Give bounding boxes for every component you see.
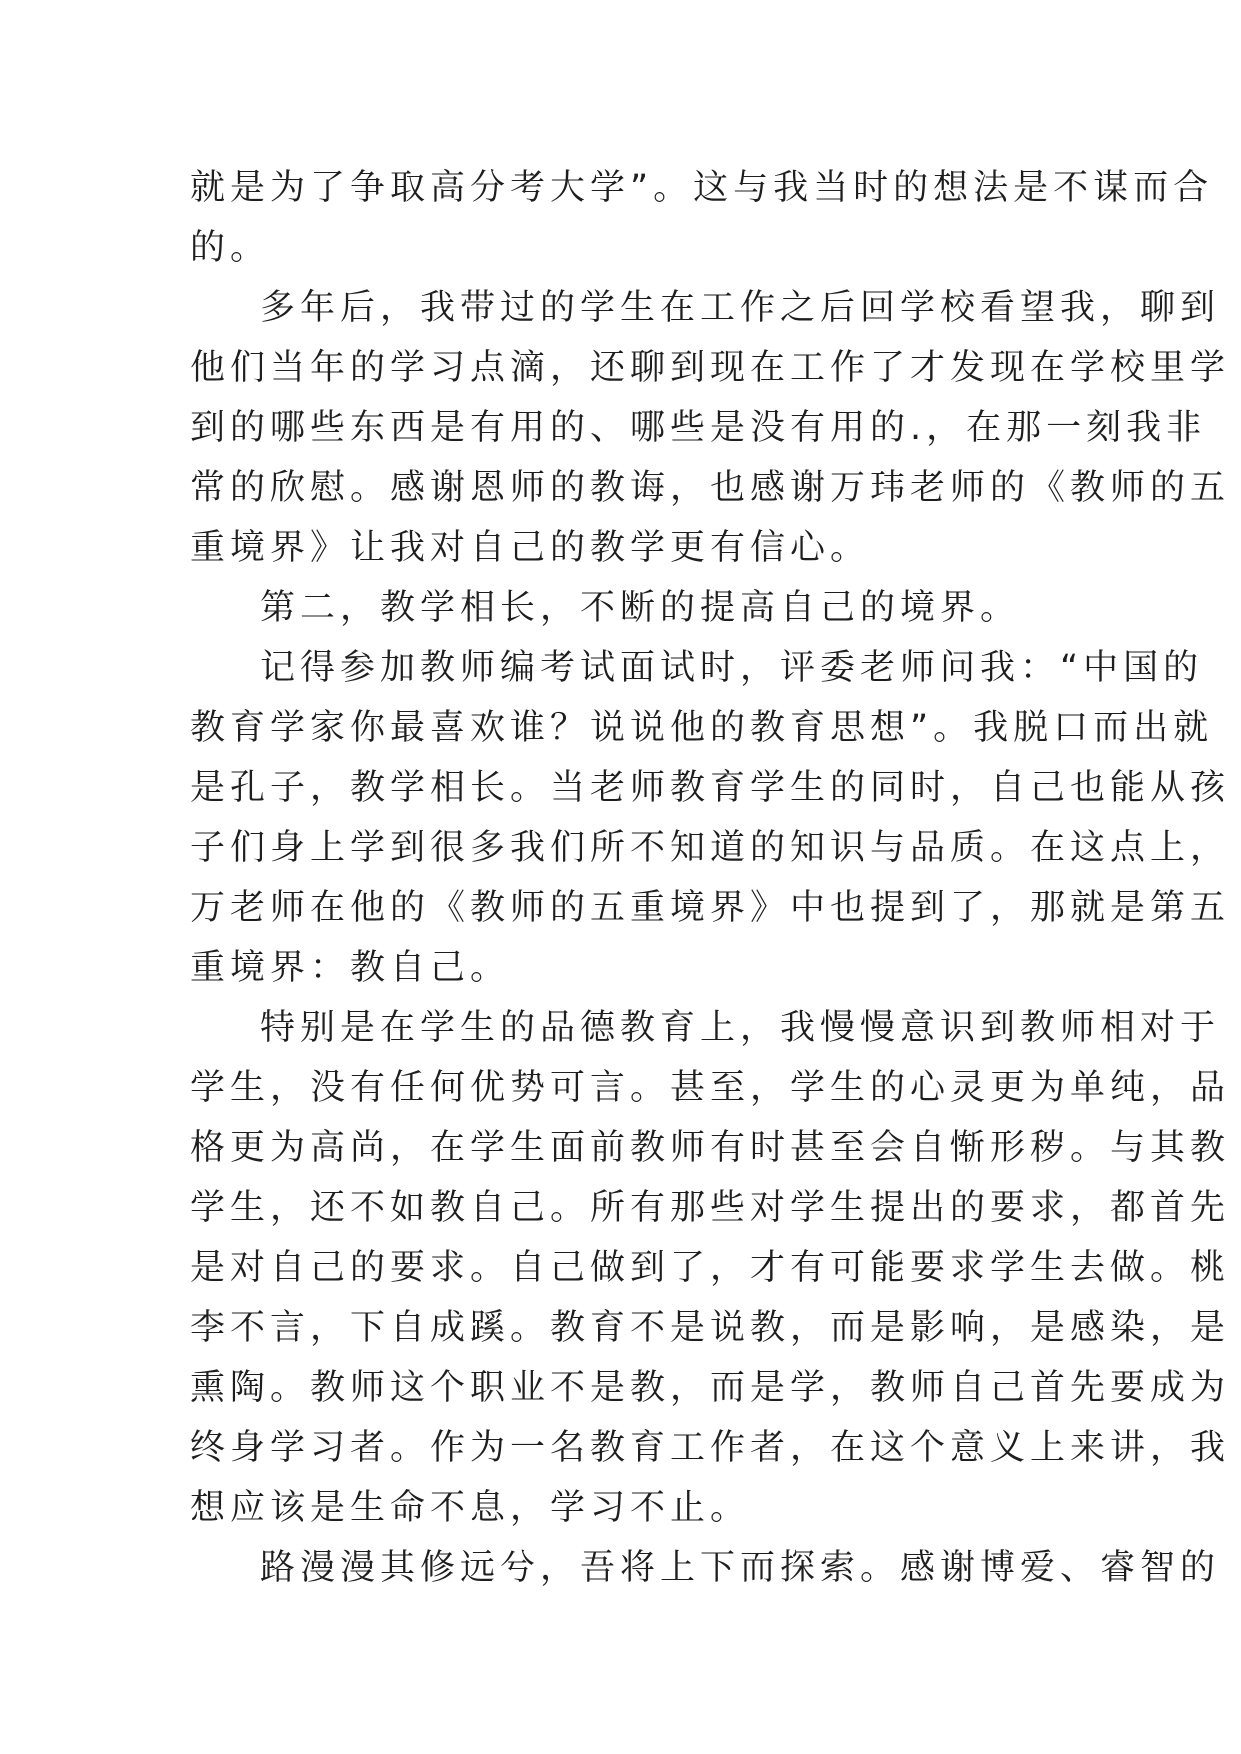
text-line: 记得参加教师编考试面试时，评委老师问我：“中国的 xyxy=(260,648,1204,688)
text-line: 子们身上学到很多我们所不知道的知识与品质。在这点上， xyxy=(190,828,1231,868)
text-line: 熏陶。教师这个职业不是教，而是学，教师自己首先要成为 xyxy=(190,1368,1231,1408)
text-line: 学生，没有任何优势可言。甚至，学生的心灵更为单纯，品 xyxy=(190,1068,1231,1108)
text-line: 学生，还不如教自己。所有那些对学生提出的要求，都首先 xyxy=(190,1188,1231,1228)
paragraph-2 xyxy=(190,278,1231,578)
text-line: 到的哪些东西是有用的、哪些是没有用的.，在那一刻我非 xyxy=(190,408,1207,448)
paragraph-4 xyxy=(190,638,1231,998)
text-line: 想应该是生命不息，学习不止。 xyxy=(190,1488,751,1528)
text-line: 教育学家你最喜欢谁？说说他的教育思想”。我脱口而出就 xyxy=(190,708,1214,748)
text-line: 格更为高尚，在学生面前教师有时甚至会自惭形秽。与其教 xyxy=(190,1128,1231,1168)
paragraph-5 xyxy=(190,998,1231,1538)
paragraph-1 xyxy=(190,158,1214,278)
paragraph-3 xyxy=(190,578,1050,638)
text-line: 李不言，下自成蹊。教育不是说教，而是影响，是感染，是 xyxy=(190,1308,1231,1348)
text-line: 是孔子，教学相长。当老师教育学生的同时，自己也能从孩 xyxy=(190,768,1231,808)
text-line: 万老师在他的《教师的五重境界》中也提到了，那就是第五 xyxy=(190,888,1231,928)
text-line: 终身学习者。作为一名教育工作者，在这个意义上来讲，我 xyxy=(190,1428,1231,1468)
paragraph-6 xyxy=(190,1538,1221,1598)
text-line: 常的欣慰。感谢恩师的教诲，也感谢万玮老师的《教师的五 xyxy=(190,468,1231,508)
text-line: 是对自己的要求。自己做到了，才有可能要求学生去做。桃 xyxy=(190,1248,1231,1288)
text-line: 的。 xyxy=(190,228,271,268)
document-body xyxy=(190,158,1231,1598)
text-line: 特别是在学生的品德教育上，我慢慢意识到教师相对于 xyxy=(260,1008,1221,1048)
text-line: 他们当年的学习点滴，还聊到现在工作了才发现在学校里学 xyxy=(190,348,1231,388)
text-line: 多年后，我带过的学生在工作之后回学校看望我，聊到 xyxy=(260,288,1221,328)
text-line: 重境界：教自己。 xyxy=(190,948,511,988)
text-line: 重境界》让我对自己的教学更有信心。 xyxy=(190,528,871,568)
text-line: 路漫漫其修远兮，吾将上下而探索。感谢博爱、睿智的 xyxy=(260,1548,1221,1588)
text-line: 第二，教学相长，不断的提高自己的境界。 xyxy=(260,588,1021,628)
text-line: 就是为了争取高分考大学”。这与我当时的想法是不谋而合 xyxy=(190,168,1214,208)
